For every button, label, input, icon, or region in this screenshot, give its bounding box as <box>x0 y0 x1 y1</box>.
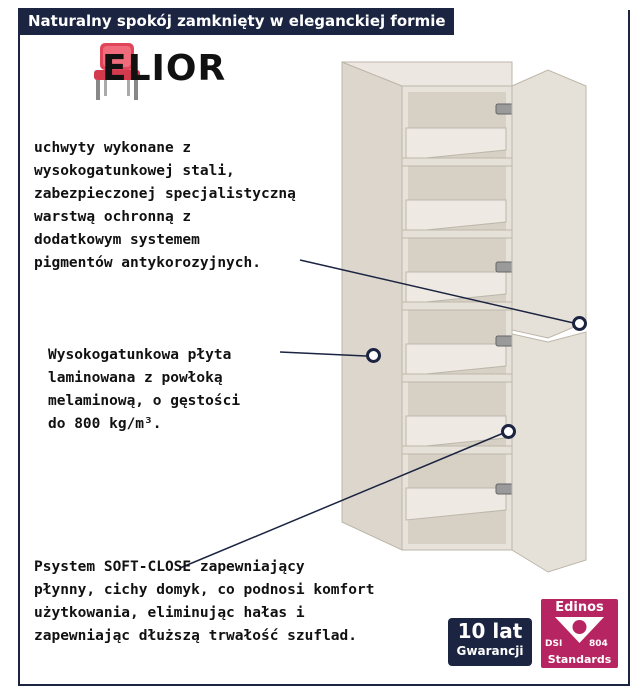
warranty-badge <box>448 618 532 666</box>
edinos-brand: Edinos <box>555 600 604 615</box>
feature-softclose-text: Psystem SOFT-CLOSE zapewniający płynny, cichy domyk, co podnosi komfort użytkowania, eliminując hałas i zapewniając dłuższą trwałość szuflad. <box>34 559 375 644</box>
callout-marker-board[interactable] <box>366 348 381 363</box>
edinos-dsi: DSI <box>545 639 563 649</box>
brand-name: ELIOR <box>102 48 227 89</box>
edinos-code: 804 <box>589 639 608 649</box>
feature-board-text: Wysokogatunkowa płyta laminowana z powłoką melaminową, o gęstości do 800 kg/m³. <box>48 347 241 432</box>
callout-marker-handles[interactable] <box>572 316 587 331</box>
warranty-label: Gwarancji <box>456 644 524 658</box>
page-title: Naturalny spokój zamknięty w eleganckiej formie <box>18 8 454 35</box>
edinos-badge <box>541 599 618 668</box>
edinos-standards: Standards <box>547 653 612 666</box>
callout-marker-softclose[interactable] <box>501 424 516 439</box>
warranty-years: 10 lat <box>457 619 523 643</box>
feature-handles-text: uchwyty wykonane z wysokogatunkowej stali, zabezpieczonej specjalistyczną warstwą ochronną z dodatkowym systemem pigmentów antykorozyjnych. <box>34 140 296 271</box>
